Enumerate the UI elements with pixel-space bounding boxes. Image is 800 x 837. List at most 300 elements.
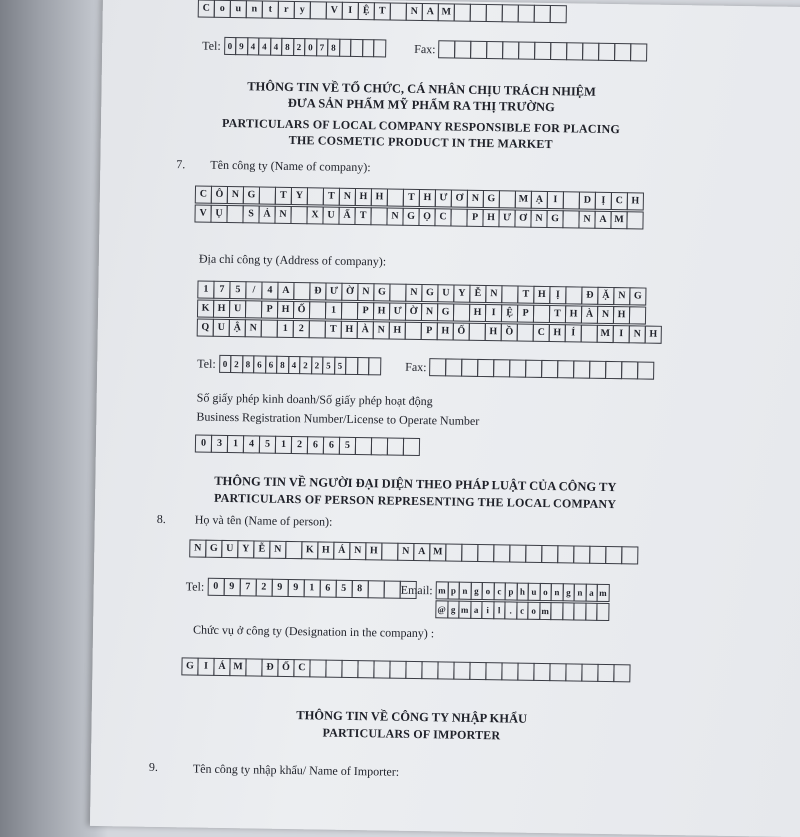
- char-cell: 4: [270, 38, 283, 56]
- char-cell: [454, 4, 471, 22]
- char-cell: 0: [224, 37, 237, 55]
- char-cell: C: [611, 192, 628, 210]
- char-cell: [370, 207, 387, 225]
- char-cell: Ồ: [501, 323, 518, 341]
- person-name-field[interactable]: [190, 539, 638, 564]
- char-cell: [549, 663, 566, 681]
- char-cell: [477, 359, 494, 377]
- char-cell: [309, 320, 326, 338]
- company-tel-field[interactable]: [197, 355, 381, 376]
- char-cell: [541, 545, 558, 563]
- char-cell: Ễ: [469, 285, 486, 303]
- char-cell: 2: [291, 436, 308, 454]
- char-cell: [381, 542, 398, 560]
- person-email-boxes-1: [437, 581, 610, 602]
- char-cell: [509, 544, 526, 562]
- char-cell: K: [301, 541, 318, 559]
- char-cell: m: [436, 581, 449, 599]
- char-cell: G: [437, 303, 454, 321]
- char-cell: [630, 43, 647, 61]
- char-cell: N: [613, 287, 630, 305]
- char-cell: D: [579, 192, 596, 210]
- char-cell: [562, 210, 579, 228]
- char-cell: i: [481, 601, 494, 619]
- char-cell: 1: [275, 436, 292, 454]
- char-cell: Í: [565, 324, 582, 342]
- char-cell: A: [413, 543, 430, 561]
- char-cell: [373, 660, 390, 678]
- char-cell: M: [515, 190, 532, 208]
- char-cell: [445, 543, 462, 561]
- char-cell: N: [373, 321, 390, 339]
- char-cell: 7: [316, 38, 329, 56]
- char-cell: N: [485, 285, 502, 303]
- char-cell: [405, 661, 422, 679]
- char-cell: [533, 663, 550, 681]
- person-tel-boxes: [208, 578, 416, 599]
- char-cell: [626, 211, 643, 229]
- char-cell: N: [349, 542, 366, 560]
- char-cell: H: [389, 322, 406, 340]
- char-cell: 5: [322, 356, 335, 374]
- char-cell: G: [421, 284, 438, 302]
- char-cell: o: [214, 0, 231, 18]
- char-cell: c: [493, 582, 506, 600]
- char-cell: 8: [242, 355, 255, 373]
- char-cell: Ệ: [358, 2, 375, 20]
- char-cell: [403, 438, 420, 456]
- char-cell: Ấ: [338, 207, 355, 225]
- char-cell: [573, 545, 590, 563]
- char-cell: 2: [293, 38, 306, 56]
- person-tel-label: Tel:: [185, 578, 205, 594]
- char-cell: Y: [453, 285, 470, 303]
- char-cell: [525, 360, 542, 378]
- char-cell: [245, 300, 262, 318]
- char-cell: P: [261, 301, 278, 319]
- char-cell: T: [323, 187, 340, 205]
- char-cell: [614, 43, 631, 61]
- char-cell: l: [493, 601, 506, 619]
- person-email-field[interactable]: [401, 581, 610, 602]
- char-cell: K: [197, 300, 214, 318]
- char-cell: H: [533, 286, 550, 304]
- char-cell: 1: [227, 435, 244, 453]
- char-cell: 4: [261, 282, 278, 300]
- char-cell: [518, 5, 535, 23]
- char-cell: 6: [307, 436, 324, 454]
- char-cell: N: [274, 206, 291, 224]
- char-cell: [621, 361, 638, 379]
- char-cell: [581, 325, 598, 343]
- char-cell: [307, 187, 324, 205]
- company-fax-boxes: [430, 358, 654, 380]
- char-cell: Ơ: [514, 209, 531, 227]
- char-cell: T: [517, 286, 534, 304]
- char-cell: [368, 357, 381, 375]
- char-cell: u: [230, 0, 247, 18]
- char-cell: Đ: [309, 282, 326, 300]
- char-cell: 2: [255, 578, 272, 596]
- char-cell: Ờ: [405, 303, 422, 321]
- char-cell: T: [374, 2, 391, 20]
- top-fax-field[interactable]: [414, 40, 648, 62]
- char-cell: [598, 43, 615, 61]
- char-cell: c: [516, 602, 529, 620]
- char-cell: y: [294, 1, 311, 19]
- char-cell: C: [533, 324, 550, 342]
- item-9-number: 9.: [148, 759, 159, 774]
- person-name-label: Họ và tên (Name of person):: [194, 512, 333, 529]
- designation-label: Chức vụ ở công ty (Designation in the company) :: [192, 622, 435, 641]
- char-cell: Ễ: [253, 540, 270, 558]
- char-cell: [597, 664, 614, 682]
- char-cell: [589, 546, 606, 564]
- char-cell: [573, 360, 590, 378]
- char-cell: 5: [229, 281, 246, 299]
- char-cell: N: [578, 210, 595, 228]
- char-cell: [341, 660, 358, 678]
- char-cell: r: [278, 1, 295, 19]
- char-cell: Á: [333, 542, 350, 560]
- char-cell: [325, 660, 342, 678]
- top-fax-label: Fax:: [414, 41, 436, 56]
- char-cell: [486, 4, 503, 22]
- char-cell: 8: [327, 39, 340, 57]
- char-cell: [582, 43, 599, 61]
- char-cell: p: [447, 581, 460, 599]
- char-cell: 1: [325, 302, 342, 320]
- char-cell: H: [549, 324, 566, 342]
- char-cell: [357, 660, 374, 678]
- char-cell: t: [262, 0, 279, 18]
- char-cell: S: [242, 205, 259, 223]
- char-cell: N: [357, 283, 374, 301]
- char-cell: [493, 544, 510, 562]
- char-cell: [469, 662, 486, 680]
- importer-name-label: Tên công ty nhập khẩu/ Name of Importer:: [192, 761, 400, 779]
- char-cell: 7: [213, 281, 230, 299]
- char-cell: 6: [319, 579, 336, 597]
- heading-local-vi-2: ĐƯA SẢN PHẨM MỸ PHẨM RA THỊ TRƯỜNG: [287, 95, 555, 115]
- char-cell: H: [365, 542, 382, 560]
- char-cell: [565, 286, 582, 304]
- char-cell: G: [402, 208, 419, 226]
- char-cell: H: [419, 189, 436, 207]
- char-cell: H: [373, 302, 390, 320]
- char-cell: T: [549, 305, 566, 323]
- char-cell: H: [482, 209, 499, 227]
- heading-importer-en: PARTICULARS OF IMPORTER: [322, 725, 501, 743]
- char-cell: o: [482, 582, 495, 600]
- char-cell: 1: [303, 579, 320, 597]
- char-cell: M: [229, 658, 246, 676]
- char-cell: À: [357, 321, 374, 339]
- char-cell: [389, 284, 406, 302]
- char-cell: G: [205, 540, 222, 558]
- char-cell: [387, 438, 404, 456]
- char-cell: 4: [247, 37, 260, 55]
- char-cell: [581, 664, 598, 682]
- company-fax-label: Fax:: [405, 359, 427, 374]
- char-cell: [621, 546, 638, 564]
- char-cell: [470, 41, 487, 59]
- char-cell: [557, 360, 574, 378]
- char-cell: P: [357, 302, 374, 320]
- item-8-number: 8.: [156, 511, 166, 527]
- char-cell: P: [421, 322, 438, 340]
- char-cell: H: [355, 188, 372, 206]
- char-cell: [493, 359, 510, 377]
- char-cell: A: [594, 211, 611, 229]
- char-cell: H: [485, 323, 502, 341]
- char-cell: Ư: [435, 189, 452, 207]
- char-cell: [461, 544, 478, 562]
- char-cell: H: [317, 541, 334, 559]
- char-cell: 6: [323, 437, 340, 455]
- country-field[interactable]: [199, 0, 567, 23]
- top-tel-label: Tel:: [202, 38, 221, 53]
- char-cell: M: [597, 325, 614, 343]
- char-cell: [550, 42, 567, 60]
- char-cell: [373, 39, 386, 57]
- char-cell: [293, 282, 310, 300]
- char-cell: C: [434, 208, 451, 226]
- char-cell: 1: [277, 320, 294, 338]
- char-cell: [290, 206, 307, 224]
- char-cell: [389, 661, 406, 679]
- char-cell: Ả: [258, 205, 275, 223]
- char-cell: g: [470, 582, 483, 600]
- char-cell: a: [585, 584, 598, 602]
- char-cell: 5: [334, 357, 347, 375]
- char-cell: N: [406, 3, 423, 21]
- top-tel-field[interactable]: [202, 37, 386, 58]
- char-cell: [486, 41, 503, 59]
- char-cell: [637, 361, 654, 379]
- char-cell: 4: [258, 37, 271, 55]
- char-cell: 8: [351, 580, 368, 598]
- char-cell: 2: [311, 356, 324, 374]
- char-cell: N: [629, 325, 646, 343]
- char-cell: Ư: [498, 209, 515, 227]
- char-cell: I: [613, 325, 630, 343]
- char-cell: [509, 359, 526, 377]
- designation-boxes: [182, 657, 630, 682]
- char-cell: U: [322, 206, 339, 224]
- char-cell: [226, 205, 243, 223]
- char-cell: [605, 361, 622, 379]
- char-cell: Ị: [595, 192, 612, 210]
- char-cell: C: [293, 659, 310, 677]
- company-tel-boxes: [220, 355, 381, 376]
- char-cell: N: [397, 543, 414, 561]
- char-cell: Ố: [277, 659, 294, 677]
- char-cell: [285, 541, 302, 559]
- char-cell: 4: [243, 435, 260, 453]
- char-cell: [533, 305, 550, 323]
- char-cell: N: [421, 303, 438, 321]
- char-cell: [518, 42, 535, 60]
- char-cell: 4: [288, 356, 301, 374]
- char-cell: [454, 41, 471, 59]
- license-label-en: Business Registration Number/License to Operate Number: [196, 409, 480, 428]
- char-cell: G: [373, 283, 390, 301]
- char-cell: T: [325, 321, 342, 339]
- char-cell: [387, 188, 404, 206]
- char-cell: [589, 361, 606, 379]
- char-cell: m: [597, 584, 610, 602]
- char-cell: Ệ: [501, 304, 518, 322]
- char-cell: [502, 41, 519, 59]
- person-email-label: Email:: [400, 582, 433, 597]
- char-cell: [629, 306, 646, 324]
- char-cell: [259, 186, 276, 204]
- char-cell: 0: [195, 435, 212, 453]
- char-cell: [310, 1, 327, 19]
- company-tel-label: Tel:: [197, 356, 216, 371]
- char-cell: [355, 437, 372, 455]
- person-tel-field[interactable]: [186, 577, 417, 599]
- top-tel-boxes: [225, 37, 386, 58]
- person-email-field-2[interactable]: [436, 600, 609, 621]
- char-cell: Ư: [325, 283, 342, 301]
- char-cell: g: [562, 583, 575, 601]
- char-cell: C: [195, 185, 212, 203]
- char-cell: m: [539, 602, 552, 620]
- char-cell: 9: [223, 578, 240, 596]
- char-cell: u: [528, 583, 541, 601]
- char-cell: [605, 546, 622, 564]
- char-cell: G: [243, 186, 260, 204]
- char-cell: [421, 661, 438, 679]
- char-cell: N: [227, 186, 244, 204]
- char-cell: I: [485, 304, 502, 322]
- char-cell: [469, 323, 486, 341]
- char-cell: Ư: [389, 303, 406, 321]
- char-cell: [550, 5, 567, 23]
- char-cell: V: [194, 204, 211, 222]
- char-cell: M: [429, 543, 446, 561]
- form-page: [90, 0, 800, 837]
- char-cell: H: [371, 188, 388, 206]
- char-cell: [541, 360, 558, 378]
- item-7-number: 7.: [176, 157, 186, 172]
- char-cell: [437, 661, 454, 679]
- char-cell: H: [213, 300, 230, 318]
- char-cell: Á: [213, 658, 230, 676]
- char-cell: /: [245, 281, 262, 299]
- char-cell: 0: [219, 355, 232, 373]
- char-cell: [485, 662, 502, 680]
- char-cell: [445, 358, 462, 376]
- char-cell: Ụ: [210, 205, 227, 223]
- license-number-field[interactable]: [196, 435, 420, 457]
- char-cell: Đ: [261, 659, 278, 677]
- char-cell: Y: [291, 187, 308, 205]
- char-cell: H: [277, 301, 294, 319]
- char-cell: I: [547, 191, 564, 209]
- char-cell: M: [438, 3, 455, 21]
- designation-field[interactable]: [182, 657, 630, 682]
- char-cell: p: [505, 582, 518, 600]
- char-cell: Ị: [549, 286, 566, 304]
- char-cell: 6: [253, 355, 266, 373]
- char-cell: .: [504, 601, 517, 619]
- char-cell: [502, 4, 519, 22]
- char-cell: [453, 304, 470, 322]
- char-cell: Ố: [453, 323, 470, 341]
- char-cell: H: [469, 304, 486, 322]
- char-cell: H: [437, 322, 454, 340]
- char-cell: [453, 662, 470, 680]
- char-cell: I: [342, 2, 359, 20]
- char-cell: Ơ: [451, 189, 468, 207]
- char-cell: 2: [293, 320, 310, 338]
- char-cell: Ặ: [597, 287, 614, 305]
- license-label-vi: Số giấy phép kinh doanh/Số giấy phép hoạt động: [196, 390, 433, 409]
- char-cell: [499, 190, 516, 208]
- license-number-boxes: [196, 435, 420, 457]
- char-cell: H: [645, 326, 662, 344]
- char-cell: P: [517, 305, 534, 323]
- char-cell: [501, 285, 518, 303]
- company-fax-field[interactable]: [405, 358, 655, 380]
- char-cell: [534, 42, 551, 60]
- country-boxes: [199, 0, 567, 23]
- char-cell: [501, 662, 518, 680]
- char-cell: C: [198, 0, 215, 18]
- char-cell: H: [341, 321, 358, 339]
- char-cell: [390, 3, 407, 21]
- char-cell: H: [565, 305, 582, 323]
- heading-person-vi: THÔNG TIN VỀ NGƯỜI ĐẠI DIỆN THEO PHÁP LUẬT CỦA CÔNG TY: [214, 473, 617, 495]
- char-cell: Ố: [293, 301, 310, 319]
- char-cell: @: [435, 600, 448, 618]
- char-cell: Ô: [211, 186, 228, 204]
- char-cell: 8: [276, 356, 289, 374]
- heading-person-en: PARTICULARS OF PERSON REPRESENTING THE LOCAL COMPANY: [213, 490, 617, 512]
- heading-local-en-2: THE COSMETIC PRODUCT IN THE MARKET: [288, 132, 553, 152]
- char-cell: [309, 659, 326, 677]
- char-cell: I: [197, 658, 214, 676]
- char-cell: N: [530, 210, 547, 228]
- char-cell: T: [403, 189, 420, 207]
- company-name-label: Tên công ty (Name of company):: [210, 157, 371, 175]
- char-cell: [517, 663, 534, 681]
- char-cell: U: [221, 540, 238, 558]
- char-cell: [534, 5, 551, 23]
- char-cell: Y: [237, 540, 254, 558]
- char-cell: N: [386, 207, 403, 225]
- person-email-boxes-2: [436, 600, 609, 621]
- char-cell: [565, 663, 582, 681]
- top-fax-boxes: [439, 40, 647, 61]
- char-cell: G: [181, 657, 198, 675]
- char-cell: [470, 4, 487, 22]
- char-cell: Ọ: [418, 208, 435, 226]
- person-name-boxes: [190, 539, 638, 564]
- char-cell: A: [422, 3, 439, 21]
- char-cell: [557, 545, 574, 563]
- char-cell: h: [516, 583, 529, 601]
- char-cell: 3: [211, 435, 228, 453]
- char-cell: N: [269, 541, 286, 559]
- char-cell: 9: [235, 37, 248, 55]
- char-cell: [438, 40, 455, 58]
- heading-local-en-1: PARTICULARS OF LOCAL COMPANY RESPONSIBLE FOR PLACING: [221, 115, 621, 137]
- char-cell: H: [627, 192, 644, 210]
